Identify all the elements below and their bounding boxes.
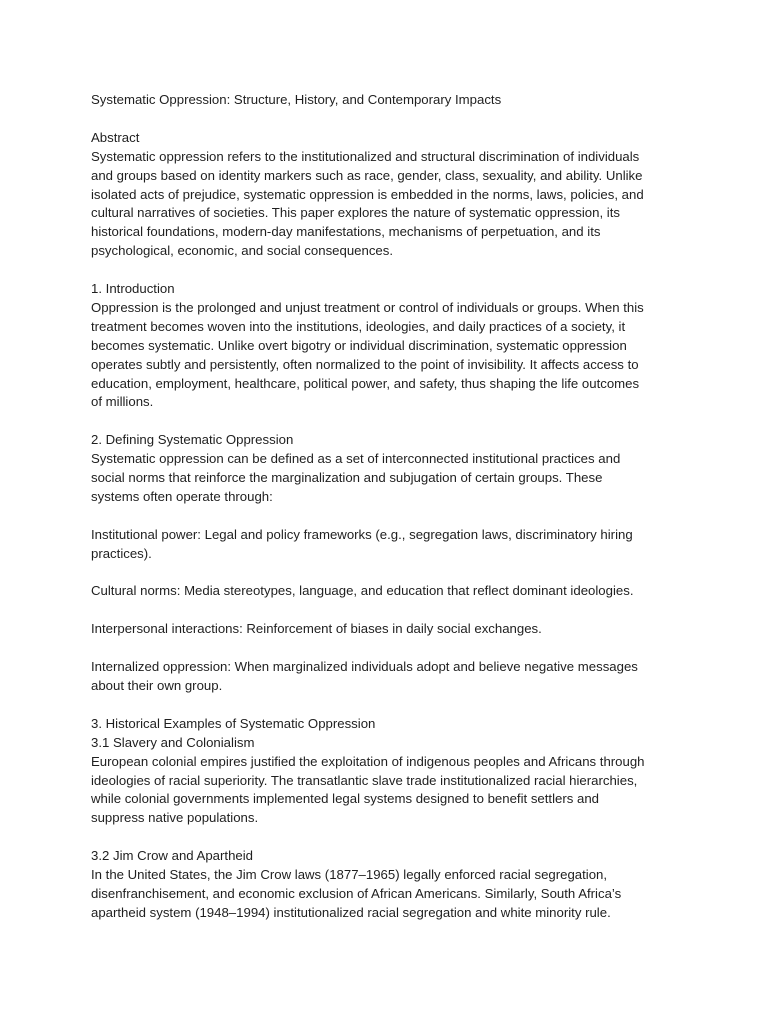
defining-item-internalized-oppression xyxy=(91,658,683,696)
defining-item-line: Institutional power: Legal and policy frameworks (e.g., segregation laws, discriminatory hiring xyxy=(91,526,633,542)
defining-item-line: Cultural norms: Media stereotypes, language, and education that reflect dominant ideologies. xyxy=(91,583,634,599)
introduction-section xyxy=(91,280,683,412)
subsection-line: ideologies of racial superiority. The transatlantic slave trade institutionalized racial hierarchies, xyxy=(91,772,638,788)
defining-item-cultural-norms xyxy=(91,582,683,601)
spacer xyxy=(91,639,683,658)
document-page xyxy=(91,91,683,923)
introduction-line: treatment becomes woven into the institutions, ideologies, and daily practices of a society, it xyxy=(91,318,626,334)
abstract-section xyxy=(91,129,683,261)
introduction-line: operates subtly and persistently, often normalized to the point of invisibility. It affects access to xyxy=(91,356,639,372)
introduction-line: Oppression is the prolonged and unjust treatment or control of individuals or groups. When this xyxy=(91,299,644,315)
defining-item-line: about their own group. xyxy=(91,677,223,693)
introduction-line: of millions. xyxy=(91,394,154,410)
subsection-line: suppress native populations. xyxy=(91,810,259,826)
defining-section xyxy=(91,431,683,696)
spacer xyxy=(91,601,683,620)
defining-heading: 2. Defining Systematic Oppression xyxy=(91,432,294,448)
defining-item-line: Internalized oppression: When marginalized individuals adopt and believe negative messages xyxy=(91,659,638,675)
defining-item-line: Interpersonal interactions: Reinforcement of biases in daily social exchanges. xyxy=(91,621,542,637)
spacer xyxy=(91,110,683,129)
spacer xyxy=(91,412,683,431)
introduction-heading: 1. Introduction xyxy=(91,281,175,297)
spacer xyxy=(91,564,683,583)
abstract-line: cultural narratives of societies. This paper explores the nature of systematic oppression, its xyxy=(91,205,620,221)
abstract-heading: Abstract xyxy=(91,129,140,145)
defining-item-line: practices). xyxy=(91,545,152,561)
subsection-line: disenfranchisement, and economic exclusion of African Americans. Similarly, South Africa’s xyxy=(91,885,622,901)
introduction-line: becomes systematic. Unlike overt bigotry or individual discrimination, systematic oppression xyxy=(91,337,627,353)
defining-item-institutional-power xyxy=(91,526,683,564)
spacer xyxy=(91,261,683,280)
defining-line: social norms that reinforce the marginalization and subjugation of certain groups. These xyxy=(91,470,603,486)
subsection-line: In the United States, the Jim Crow laws (1877–1965) legally enforced racial segregation, xyxy=(91,867,608,883)
defining-line: Systematic oppression can be defined as a set of interconnected institutional practices and xyxy=(91,451,621,467)
subsection-jim-crow-apartheid xyxy=(91,847,683,923)
spacer xyxy=(91,828,683,847)
subsection-slavery-colonialism xyxy=(91,734,683,829)
defining-item-interpersonal-interactions xyxy=(91,620,683,639)
spacer xyxy=(91,696,683,715)
subsection-line: while colonial governments implemented legal systems designed to benefit settlers and xyxy=(91,791,599,807)
subsection-heading: 3.2 Jim Crow and Apartheid xyxy=(91,848,253,864)
abstract-line: and groups based on identity markers such as race, gender, class, sexuality, and ability. Unlike xyxy=(91,167,643,183)
historical-section xyxy=(91,715,683,923)
defining-line: systems often operate through: xyxy=(91,488,273,504)
historical-heading: 3. Historical Examples of Systematic Oppression xyxy=(91,715,376,731)
subsection-line: European colonial empires justified the exploitation of indigenous peoples and Africans through xyxy=(91,753,645,769)
document-title: Systematic Oppression: Structure, History, and Contemporary Impacts xyxy=(91,92,502,107)
spacer xyxy=(91,507,683,526)
introduction-line: education, employment, healthcare, political power, and safety, thus shaping the life outcomes xyxy=(91,375,640,391)
subsection-line: apartheid system (1948–1994) institutionalized racial segregation and white minority rule. xyxy=(91,904,611,920)
abstract-line: Systematic oppression refers to the institutionalized and structural discrimination of individuals xyxy=(91,148,640,164)
abstract-line: isolated acts of prejudice, systematic oppression is embedded in the norms, laws, policies, and xyxy=(91,186,644,202)
abstract-line: psychological, economic, and social consequences. xyxy=(91,243,394,259)
subsection-heading: 3.1 Slavery and Colonialism xyxy=(91,734,255,750)
abstract-line: historical foundations, modern-day manifestations, mechanisms of perpetuation, and its xyxy=(91,224,601,240)
